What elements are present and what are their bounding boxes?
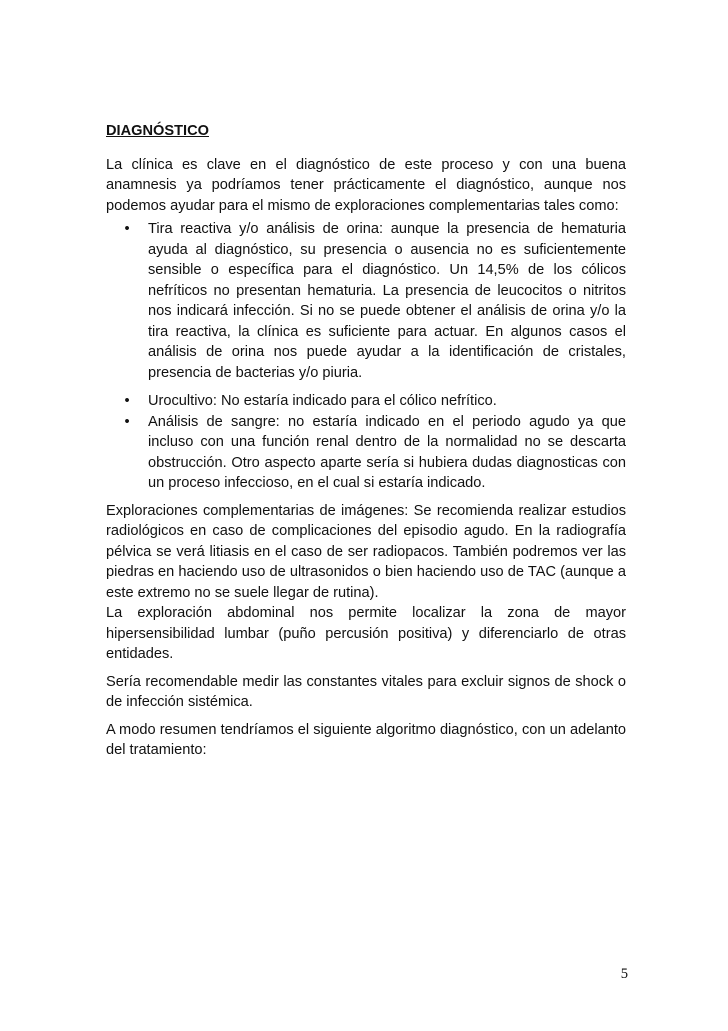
bullet-icon: • xyxy=(124,393,130,409)
summary-paragraph: A modo resumen tendríamos el siguiente algoritmo diagnóstico, con un adelanto del tratamiento: xyxy=(106,721,626,758)
bullet-icon: • xyxy=(124,413,130,430)
bullet-list xyxy=(106,219,626,494)
page-content xyxy=(106,121,626,761)
section-heading: DIAGNÓSTICO xyxy=(106,123,209,139)
intro-paragraph: La clínica es clave en el diagnóstico de este proceso y con una buena anamnesis ya podríamos tener prácticamente el diagnóstico, aunque nos podemos ayudar para el mismo de exploraciones complementarias tales como: xyxy=(106,156,626,214)
imaging-paragraph: Exploraciones complementarias de imágenes: Se recomienda realizar estudios radiológicos en caso de complicaciones del episodio agudo. En la radiografía pélvica se verá litiasis en el caso de ser radiopacos. También podremos ver las piedras en haciendo uso de ultrasonidos o bien haciendo uso de TAC (aunque a este extremo no se suele llegar de rutina). xyxy=(106,502,626,601)
bullet-icon: • xyxy=(124,221,130,237)
list-item-text: Urocultivo: No estaría indicado para el cólico nefrítico. xyxy=(148,393,497,409)
vital-signs-paragraph: Sería recomendable medir las constantes vitales para excluir signos de shock o de infección sistémica. xyxy=(106,673,626,710)
list-item xyxy=(106,391,626,412)
abdominal-exam-paragraph: La exploración abdominal nos permite localizar la zona de mayor hipersensibilidad lumbar (puño percusión positiva) y diferenciarlo de otras entidades. xyxy=(106,605,626,662)
list-item xyxy=(106,412,626,494)
list-item-text: Tira reactiva y/o análisis de orina: aunque la presencia de hematuria ayuda al diagnóstico, su presencia o ausencia no es suficientemente sensible o específica para el diagnóstico. Un 14,5% de los cólicos nefríticos no presentan hematuria. La presencia de leucocitos o nitritos nos indicará infección. Si no se puede obtener el análisis de orina y/o la tira reactiva, la clínica es suficiente para actuar. En algunos casos el análisis de orina nos puede ayudar a la identificación de cristales, presencia de bacterias y/o piuria. xyxy=(148,221,626,381)
list-item-text: Análisis de sangre: no estaría indicado en el periodo agudo ya que incluso con una función renal dentro de la normalidad no se descarta obstrucción. Otro aspecto aparte sería si hubiera dudas diagnosticas con un proceso infeccioso, en el cual si estaría indicado. xyxy=(148,413,626,491)
page-number: 5 xyxy=(620,966,628,982)
list-item xyxy=(106,219,626,383)
